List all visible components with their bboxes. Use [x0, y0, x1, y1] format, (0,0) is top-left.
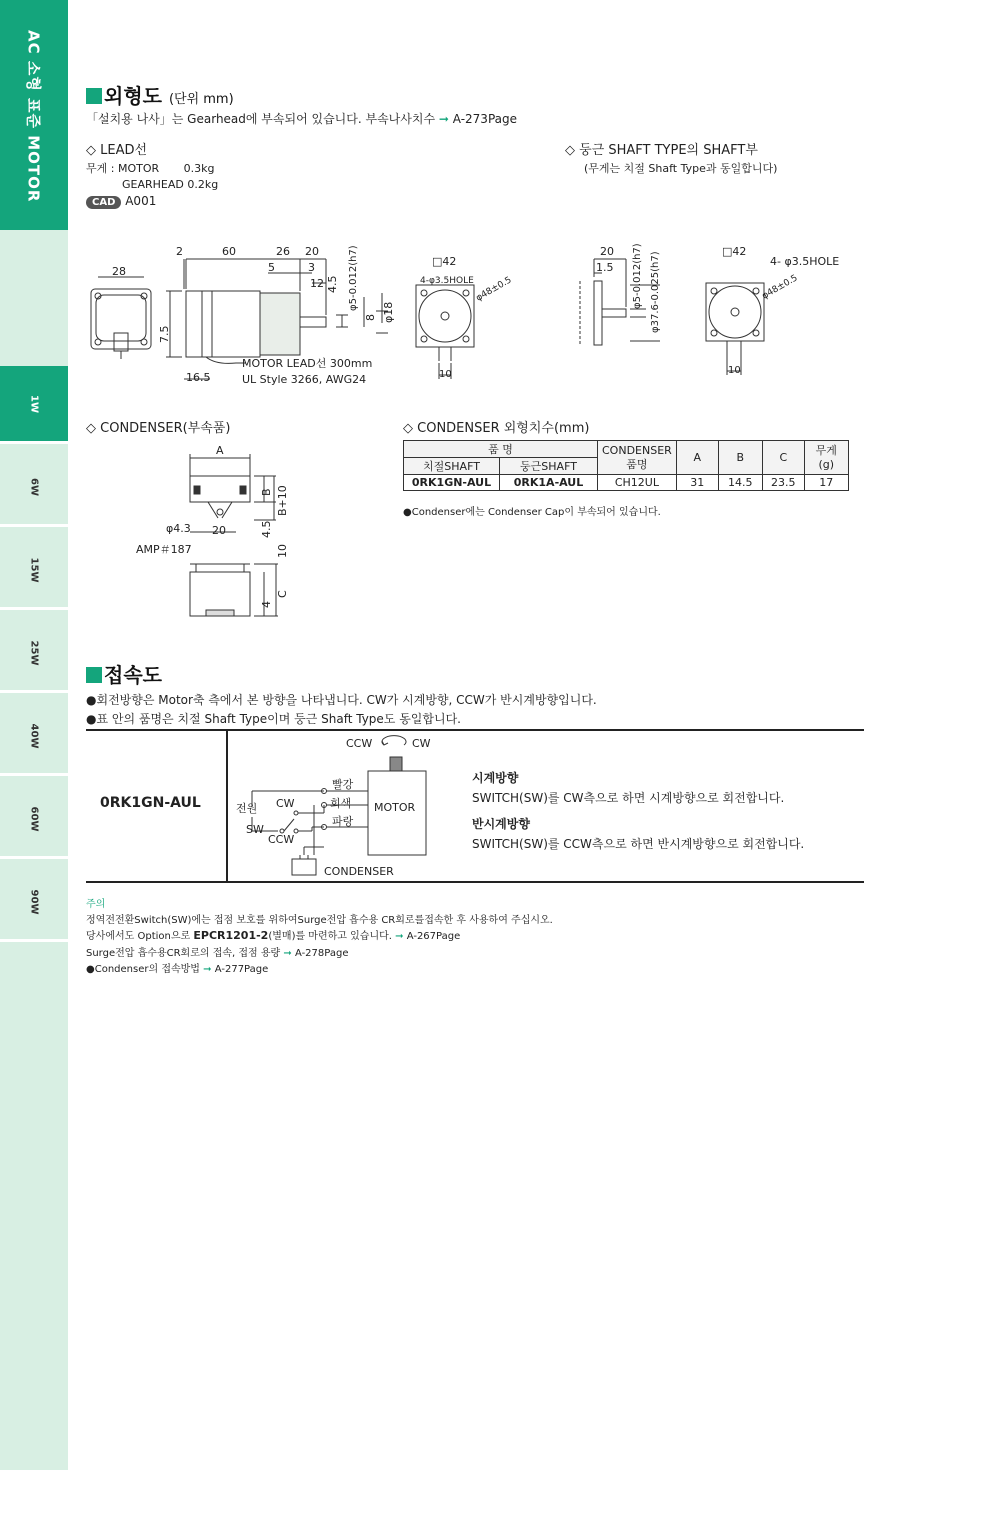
- cond-dim-a: A: [216, 444, 224, 457]
- label-cw: CW: [276, 797, 295, 810]
- motor-side-body: [202, 291, 260, 357]
- lead-wire-label-2: UL Style 3266, AWG24: [242, 373, 367, 386]
- condenser-side-body: [190, 572, 250, 616]
- th-b: B: [718, 441, 762, 475]
- gearhead-front-flange: [416, 285, 474, 347]
- dim-28: 28: [112, 265, 126, 278]
- caution-label: 주의: [86, 899, 106, 910]
- tab-label: 15W: [28, 557, 40, 582]
- cond-dim-b10: B+10: [276, 485, 289, 516]
- dim-3: 3: [308, 261, 315, 274]
- tab-label: 90W: [28, 889, 40, 914]
- round-shaft-flange: [594, 281, 602, 345]
- dim-shaft-tolerance: φ5-0.012(h7): [348, 245, 359, 311]
- dim-phi48: φ48±0.5: [474, 275, 514, 304]
- condenser-table-heading: ◇ CONDENSER 외형치수(mm): [403, 421, 590, 436]
- label-motor: MOTOR: [374, 801, 416, 814]
- section-marker-icon: [86, 88, 102, 104]
- connection-note-1: ●회전방향은 Motor축 측에서 본 방향을 나타냅니다. CW가 시계방향, CCW가 반시계방향입니다.: [86, 693, 597, 707]
- caution-line-3: Surge전압 흡수용CR회로의 접속, 접점 용량 ➞ A-278Page: [86, 948, 349, 959]
- side-title-text: AC 소형 표준 MOTOR: [24, 30, 43, 203]
- dim-5: 5: [268, 261, 275, 274]
- arrow-icon: ➞: [395, 931, 404, 942]
- cond-dim-4-5: 4.5: [260, 520, 273, 538]
- tab-15w[interactable]: [0, 532, 68, 610]
- ccw-heading: 반시계방향: [472, 817, 530, 831]
- cond-amp-label: AMP＃187: [136, 543, 192, 556]
- cond-dim-10: 10: [276, 544, 289, 558]
- label-red: 빨강: [332, 778, 354, 791]
- option-model: EPCR1201-2: [193, 929, 269, 942]
- tab-label: 40W: [28, 723, 40, 748]
- round-dim-phi48: φ48±0.5: [760, 273, 800, 302]
- cond-dim-b: B: [260, 488, 273, 496]
- motor-side-gearhead: [260, 293, 300, 355]
- condenser-table: [403, 440, 849, 491]
- caution-line-4: ●Condenser의 접속방법 ➞ A-277Page: [86, 964, 269, 975]
- round-shaft-note: (무게는 치절 Shaft Type과 동일합니다): [584, 162, 778, 175]
- table-header-row: [404, 441, 849, 458]
- cell-condenser: CH12UL: [598, 475, 677, 491]
- cad-badge[interactable]: CAD: [86, 196, 121, 209]
- cell-b: 14.5: [718, 475, 762, 491]
- cond-dim-20: 20: [212, 524, 226, 537]
- dim-60: 60: [222, 245, 236, 258]
- label-condenser: CONDENSER: [324, 865, 394, 878]
- page-ref-link[interactable]: A-278Page: [294, 948, 349, 959]
- cad-row: [86, 194, 156, 209]
- th-product: 품 명: [404, 441, 598, 458]
- section-marker-icon: [86, 667, 102, 683]
- wiring-diagram: [234, 735, 474, 881]
- round-dim-pilot: φ37.6-0.025(h7): [650, 251, 661, 333]
- arrow-icon: ➞: [203, 964, 212, 975]
- tab-1w[interactable]: [0, 366, 68, 444]
- round-dim-20: 20: [600, 245, 614, 258]
- cell-weight: 17: [804, 475, 848, 491]
- table-row: [404, 475, 849, 491]
- cell-a: 31: [676, 475, 718, 491]
- tab-label: 25W: [28, 640, 40, 665]
- connection-note-2: ●표 안의 품명은 치절 Shaft Type이며 둥근 Shaft Type도 동일합니다.: [86, 712, 461, 726]
- cw-heading: 시계방향: [472, 771, 519, 785]
- dim-4-5: 4.5: [326, 275, 339, 293]
- th-round-shaft: 둥근SHAFT: [500, 458, 598, 475]
- tab-25w[interactable]: [0, 615, 68, 693]
- dim-sq42: □42: [432, 255, 457, 268]
- motor-front-body: [96, 295, 146, 341]
- lead-wire-label-1: MOTOR LEAD선 300mm: [242, 357, 373, 370]
- outline-drawing: [86, 215, 866, 390]
- cond-dim-4: 4: [260, 601, 273, 608]
- round-dim-1-5: 1.5: [596, 261, 614, 274]
- dim-10: 10: [439, 369, 452, 380]
- outline-unit: (단위 mm): [168, 92, 234, 107]
- label-blue: 파랑: [332, 815, 354, 828]
- label-cw-top: CW: [412, 737, 431, 750]
- label-ccw-top: CCW: [346, 737, 373, 750]
- tab-label: 1W: [28, 394, 40, 413]
- dim-26: 26: [276, 245, 290, 258]
- wiring-divider: [226, 731, 228, 881]
- page-ref-link[interactable]: A-267Page: [406, 931, 461, 942]
- arrow-icon: ➞: [438, 112, 449, 126]
- dim-7-5: 7.5: [158, 325, 171, 343]
- round-shaft-front-flange: [706, 283, 764, 341]
- connection-title: 접속도: [86, 659, 162, 688]
- cw-text: SWITCH(SW)를 CW측으로 하면 시계방향으로 회전합니다.: [472, 791, 785, 805]
- outline-note: 「설치용 나사」는 Gearhead에 부속되어 있습니다. 부속나사치수 ➞ A-273Page: [86, 112, 517, 126]
- th-weight: 무게 (g): [804, 441, 848, 475]
- dim-phi18: φ18: [382, 301, 395, 323]
- weight-motor: 무게 : MOTOR 0.3kg: [86, 162, 215, 175]
- caution-line-1: 정역전전환Switch(SW)에는 접점 보호를 위하여Surge전압 흡수용 CR회로를접속한 후 사용하여 주십시오.: [86, 915, 553, 926]
- side-navigation: [0, 0, 68, 1470]
- condenser-cap-note: ●Condenser에는 Condenser Cap이 부속되어 있습니다.: [403, 507, 661, 518]
- wiring-model: 0RK1GN-AUL: [100, 795, 201, 811]
- round-dim-sq42: □42: [722, 245, 747, 258]
- dim-20: 20: [305, 245, 319, 258]
- round-shaft-pin: [602, 309, 626, 317]
- label-sw: SW: [246, 823, 264, 836]
- arrow-icon: ➞: [283, 948, 292, 959]
- tab-6w[interactable]: [0, 449, 68, 527]
- dim-hole: 4-φ3.5HOLE: [420, 276, 474, 286]
- outline-title: 외형도 (단위 mm): [86, 80, 234, 109]
- dim-16-5: 16.5: [186, 371, 211, 384]
- gearhead-front-circle: [419, 290, 471, 342]
- page-ref-link[interactable]: A-273Page: [452, 112, 517, 126]
- cell-c: 23.5: [762, 475, 804, 491]
- caution-line-2: 당사에서도 Option으로 EPCR1201-2(별매)를 마련하고 있습니다. ➞ A-267Page: [86, 929, 461, 942]
- wiring-table: [86, 729, 864, 883]
- round-dim-shaft: φ5-0.012(h7): [632, 243, 643, 309]
- th-a: A: [676, 441, 718, 475]
- ccw-text: SWITCH(SW)를 CCW측으로 하면 반시계방향으로 회전합니다.: [472, 837, 805, 851]
- round-shaft-heading: ◇ 둥근 SHAFT TYPE의 SHAFT부: [565, 143, 758, 158]
- tab-60w[interactable]: [0, 781, 68, 859]
- rotation-arrow-icon: [382, 736, 406, 745]
- page-ref-link[interactable]: A-277Page: [214, 964, 269, 975]
- th-condenser: CONDENSER 품명: [598, 441, 677, 475]
- cond-dim-c: C: [276, 590, 289, 598]
- cell-gear-model: 0RK1GN-AUL: [404, 475, 500, 491]
- side-title-block: [0, 0, 68, 230]
- tab-90w[interactable]: [0, 864, 68, 942]
- tab-label: 60W: [28, 806, 40, 831]
- tab-40w[interactable]: [0, 698, 68, 776]
- round-dim-hole: 4- φ3.5HOLE: [770, 255, 840, 268]
- motor-side-shaft: [300, 317, 326, 327]
- th-c: C: [762, 441, 804, 475]
- tab-label: 6W: [28, 477, 40, 496]
- lead-heading: ◇ LEAD선: [86, 143, 148, 158]
- dim-2: 2: [176, 245, 183, 258]
- cell-round-model: 0RK1A-AUL: [500, 475, 598, 491]
- condenser-heading: ◇ CONDENSER(부속품): [86, 421, 231, 436]
- motor-side-rear: [186, 291, 202, 357]
- cad-code: A001: [125, 194, 157, 208]
- cond-dim-phi43: φ4.3: [166, 522, 191, 535]
- weight-gearhead: GEARHEAD 0.2kg: [122, 178, 219, 191]
- condenser-box: [292, 859, 316, 875]
- label-gray: 회색: [330, 797, 352, 810]
- dim-8: 8: [364, 314, 377, 321]
- th-gear-shaft: 치절SHAFT: [404, 458, 500, 475]
- condenser-drawing: [130, 440, 300, 625]
- dim-12: 12: [310, 277, 324, 290]
- label-power: 전원: [236, 802, 258, 815]
- round-dim-10: 10: [728, 365, 741, 376]
- label-ccw: CCW: [268, 833, 295, 846]
